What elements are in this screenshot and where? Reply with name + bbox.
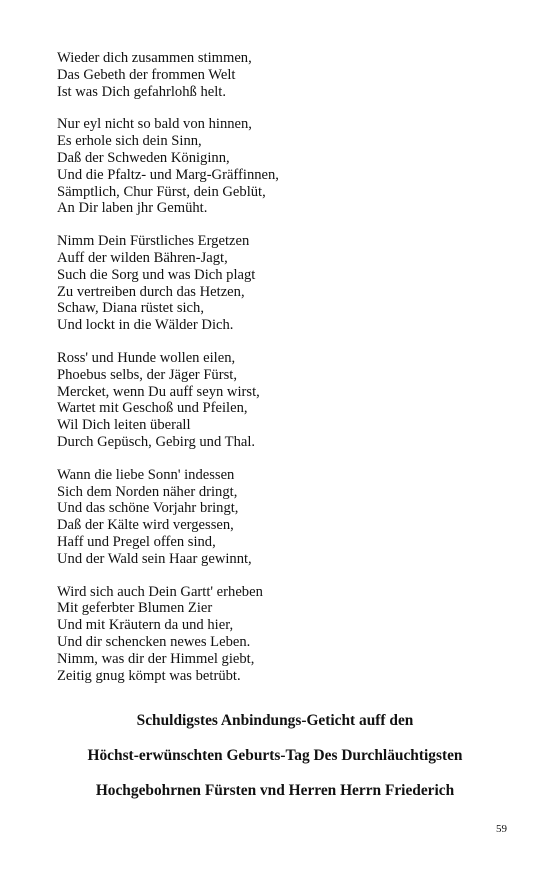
poem-line: Auff der wilden Bähren-Jagt, <box>57 249 228 266</box>
poem-line: Ist was Dich gefahrlohß helt. <box>57 83 226 100</box>
section-heading-line-2: Höchst-erwünschten Geburts-Tag Des Durchläuchtigsten <box>87 747 463 764</box>
poem-body <box>57 50 497 700</box>
poem-line: Ross' und Hunde wollen eilen, <box>57 349 236 366</box>
poem-line: Nur eyl nicht so bald von hinnen, <box>57 116 252 133</box>
poem-line: Such die Sorg und was Dich plagt <box>57 266 256 283</box>
poem-line: Durch Gepüsch, Gebirg und Thal. <box>57 433 256 450</box>
poem-line: Schaw, Diana rüstet sich, <box>57 300 204 317</box>
poem-line: An Dir laben jhr Gemüht. <box>57 200 208 217</box>
poem-line: Mercket, wenn Du auff seyn wirst, <box>57 383 260 400</box>
poem-line: Daß der Schweden Königinn, <box>57 149 230 166</box>
poem-line: Und mit Kräutern da und hier, <box>57 617 234 634</box>
poem-line: Es erhole sich dein Sinn, <box>57 133 202 150</box>
stanza <box>57 50 497 100</box>
poem-line: Und das schöne Vorjahr bringt, <box>57 500 239 517</box>
stanza <box>57 584 497 685</box>
poem-line: Zu vertreiben durch das Hetzen, <box>57 283 245 300</box>
poem-line: Haff und Pregel offen sind, <box>57 533 216 550</box>
poem-line: Wann die liebe Sonn' indessen <box>57 466 235 483</box>
poem-line: Wieder dich zusammen stimmen, <box>57 50 252 66</box>
stanza <box>57 467 497 568</box>
section-heading-line-3: Hochgebohrnen Fürsten vnd Herren Herrn Friederich <box>95 782 455 799</box>
poem-line: Zeitig gnug kömpt was betrübt. <box>57 667 241 684</box>
stanza <box>57 350 497 451</box>
poem-line: Nimm, was dir der Himmel giebt, <box>57 650 255 667</box>
poem-line: Und die Pfaltz- und Marg-Gräffinnen, <box>57 166 279 183</box>
poem-line: Nimm Dein Fürstliches Ergetzen <box>57 233 250 250</box>
page-number: 59 <box>496 823 507 835</box>
poem-line: Wird sich auch Dein Gartt' erheben <box>57 583 263 600</box>
poem-line: Phoebus selbs, der Jäger Fürst, <box>57 366 237 383</box>
poem-line: Sämptlich, Chur Fürst, dein Geblüt, <box>57 183 266 200</box>
stanza <box>57 116 497 217</box>
poem-line: Und dir schencken newes Leben. <box>57 633 251 650</box>
poem-line: Das Gebeth der frommen Welt <box>57 66 236 83</box>
poem-line: Mit geferbter Blumen Zier <box>57 600 213 617</box>
poem-line: Und lockt in die Wälder Dich. <box>57 317 234 334</box>
poem-line: Daß der Kälte wird vergessen, <box>57 517 234 534</box>
stanza <box>57 233 497 334</box>
section-heading-line-1: Schuldigstes Anbindungs-Geticht auff den <box>136 712 414 729</box>
poem-line: Wil Dich leiten überall <box>57 417 191 434</box>
poem-line: Wartet mit Geschoß und Pfeilen, <box>57 400 248 417</box>
poem-line: Sich dem Norden näher dringt, <box>57 483 238 500</box>
poem-line: Und der Wald sein Haar gewinnt, <box>57 550 252 567</box>
